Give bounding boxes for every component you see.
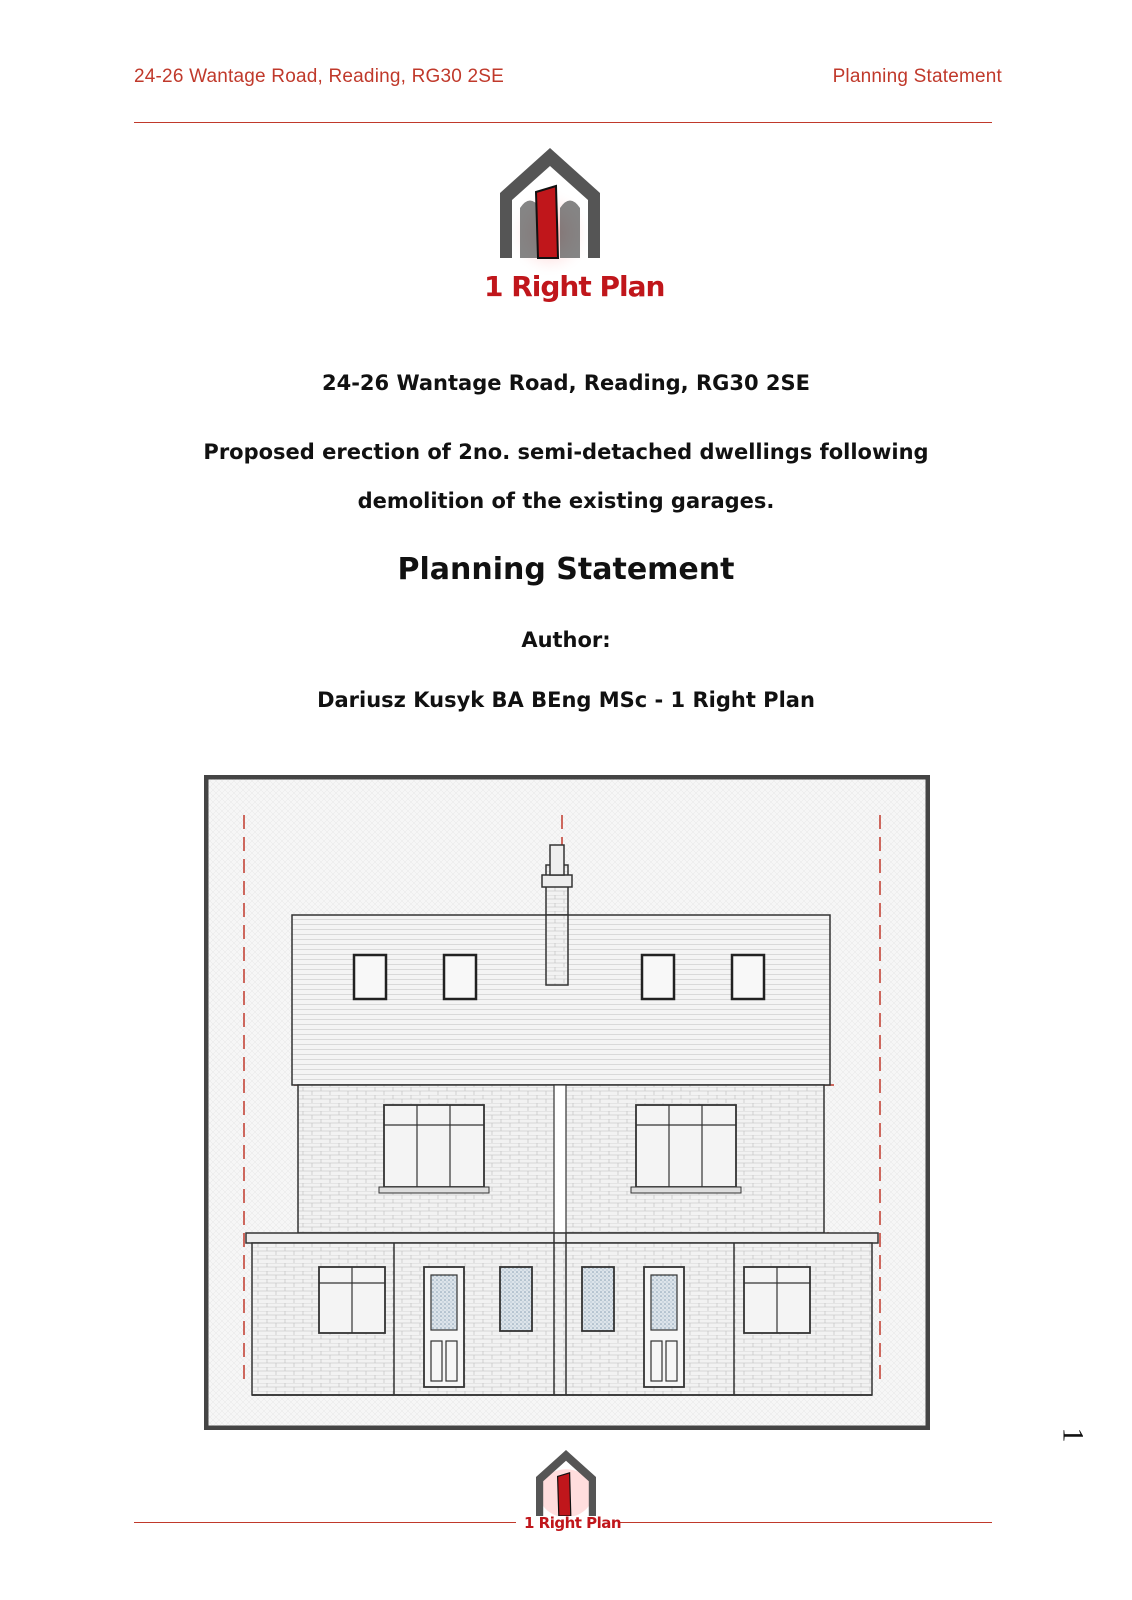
house-logo-small-icon — [536, 1450, 596, 1516]
proposal-description: Proposed erection of 2no. semi-detached dwellings following demolition of the existing garages. — [203, 440, 929, 513]
document-title: Planning Statement — [397, 552, 735, 587]
page-number: 1 — [1056, 1427, 1090, 1443]
elevation-drawing — [204, 775, 930, 1430]
footer-logo-wordmark: 1 Right Plan — [524, 1514, 622, 1532]
footer-divider-left — [134, 1522, 516, 1523]
footer-divider-right — [620, 1522, 992, 1523]
header-divider — [134, 122, 992, 123]
author-label: Author: — [521, 628, 611, 652]
header-doc-title: Planning Statement — [832, 66, 1002, 87]
header-address: 24-26 Wantage Road, Reading, RG30 2SE — [134, 66, 505, 87]
site-address: 24-26 Wantage Road, Reading, RG30 2SE — [321, 371, 810, 395]
author-name: Dariusz Kusyk BA BEng MSc - 1 Right Plan — [317, 688, 815, 712]
logo-wordmark: 1 Right Plan — [484, 270, 665, 303]
